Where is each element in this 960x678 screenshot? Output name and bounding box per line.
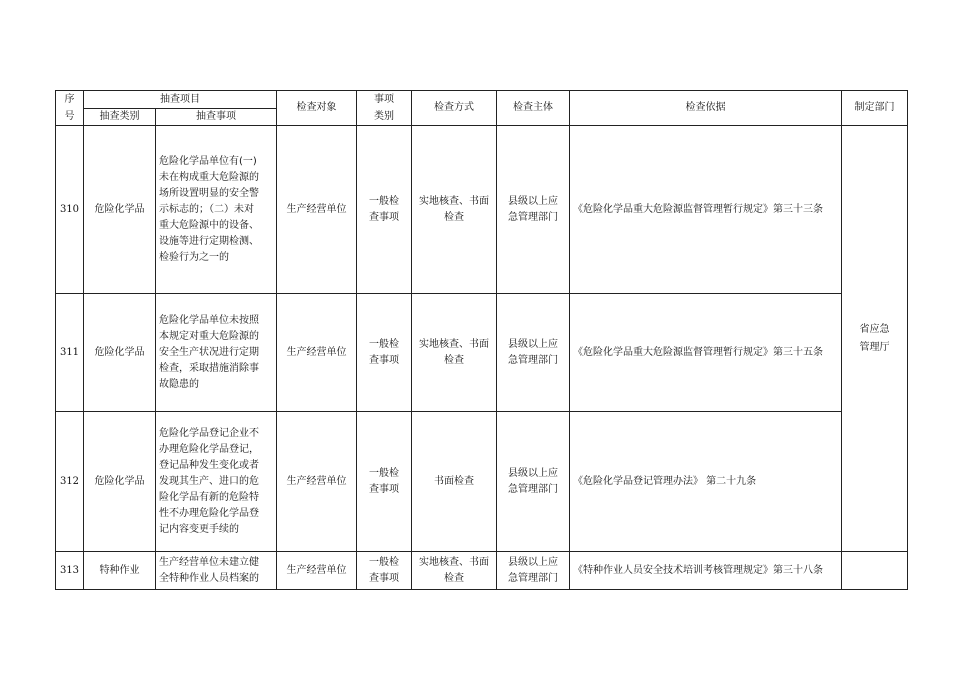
row-seq: 310 [56,126,84,294]
row-item-type: 一般检 查事项 [357,412,412,552]
header-matter: 抽查事项 [156,109,277,126]
header-seq: 序 号 [56,91,84,126]
header-department: 制定部门 [842,91,908,126]
row-method: 实地核查、书面 检查 [412,126,497,294]
row-target: 生产经营单位 [277,126,357,294]
header-sampling-items: 抽查项目 [84,91,277,109]
row-category: 危险化学品 [84,412,156,552]
header-method: 检查方式 [412,91,497,126]
row-subject: 县级以上应 急管理部门 [497,126,570,294]
row-target: 生产经营单位 [277,412,357,552]
table-row [56,126,908,294]
department-cell-empty [842,552,908,590]
row-basis: 《特种作业人员安全技术培训考核管理规定》第三十八条 [570,552,842,590]
row-basis: 《危险化学品重大危险源监督管理暂行规定》第三十五条 [570,294,842,412]
row-method: 实地核查、书面 检查 [412,552,497,590]
header-category: 抽查类别 [84,109,156,126]
row-basis: 《危险化学品登记管理办法》 第二十九条 [570,412,842,552]
row-matter: 危险化学品单位未按照 本规定对重大危险源的 安全生产状况进行定期 检查，采取措施消除事 故隐患的 [156,294,277,412]
header-item-type: 事项 类别 [357,91,412,126]
row-matter: 危险化学品单位有(一) 未在构成重大危险源的 场所设置明显的安全警 示标志的；（二）未对 重大危险源中的设备、 设施等进行定期检测、 检验行为之一的 [156,126,277,294]
row-category: 危险化学品 [84,126,156,294]
header-basis: 检查依据 [570,91,842,126]
row-category: 危险化学品 [84,294,156,412]
row-basis: 《危险化学品重大危险源监督管理暂行规定》第三十三条 [570,126,842,294]
row-matter: 生产经营单位未建立健 全特种作业人员档案的 [156,552,277,590]
row-seq: 311 [56,294,84,412]
inspection-table [55,90,908,590]
row-item-type: 一般检 查事项 [357,126,412,294]
department-cell: 省应急 管理厅 [842,126,908,552]
row-category: 特种作业 [84,552,156,590]
row-seq: 313 [56,552,84,590]
row-subject: 县级以上应 急管理部门 [497,294,570,412]
row-seq: 312 [56,412,84,552]
row-item-type: 一般检 查事项 [357,552,412,590]
header-target: 检查对象 [277,91,357,126]
row-matter: 危险化学品登记企业不 办理危险化学品登记， 登记品种发生变化或者 发现其生产、进口的危 险化学品有新的危险特 性不办理危险化学品登 记内容变更手续的 [156,412,277,552]
table-row [56,552,908,590]
row-target: 生产经营单位 [277,294,357,412]
table-row [56,412,908,552]
row-subject: 县级以上应 急管理部门 [497,412,570,552]
row-target: 生产经营单位 [277,552,357,590]
row-item-type: 一般检 查事项 [357,294,412,412]
row-method: 书面检查 [412,412,497,552]
header-subject: 检查主体 [497,91,570,126]
table-row [56,294,908,412]
row-method: 实地核查、书面 检查 [412,294,497,412]
row-subject: 县级以上应 急管理部门 [497,552,570,590]
